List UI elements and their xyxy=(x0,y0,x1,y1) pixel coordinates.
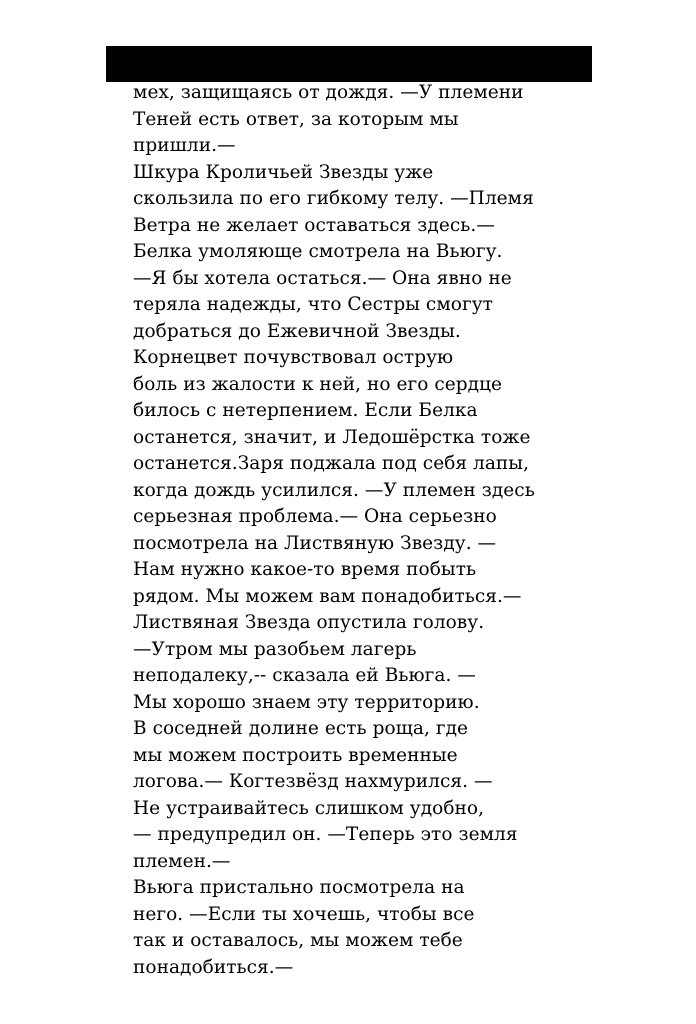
text-line: — предупредил он. —Теперь это земля xyxy=(133,824,518,845)
text-line: племен.— xyxy=(133,850,231,872)
text-line: серьезная проблема.— Она серьезно xyxy=(133,506,497,527)
redaction-bar xyxy=(106,46,592,82)
text-line: останется.Заря поджала под себя лапы, xyxy=(133,453,530,474)
text-line: логова.— Когтезвёзд нахмурился. — xyxy=(133,771,493,792)
text-line: —Я бы хотела остаться.— Она явно не xyxy=(133,267,512,289)
text-line: Листвяная Звезда опустила голову. xyxy=(133,612,485,633)
text-line: него. —Если ты хочешь, чтобы все xyxy=(133,903,475,925)
text-line: пришли.— xyxy=(133,135,236,156)
text-line: Вьюга пристально посмотрела на xyxy=(133,877,465,898)
text-line: останется, значит, и Ледошёрстка тоже xyxy=(133,426,531,448)
text-line: Теней есть ответ, за которым мы xyxy=(133,108,459,130)
text-line: Ветра не желает оставаться здесь.— xyxy=(133,214,495,236)
text-line: рядом. Мы можем вам понадобиться.— xyxy=(133,585,522,607)
text-line: Мы хорошо знаем эту территорию. xyxy=(133,691,480,713)
text-line: мы можем построить временные xyxy=(133,744,458,766)
text-line: Белка умоляюще смотрела на Вьюгу. xyxy=(133,241,503,262)
text-line: мех, защищаясь от дождя. —У племени xyxy=(133,82,524,103)
text-line: добраться до Ежевичной Звезды. xyxy=(133,320,461,342)
text-line: когда дождь усилился. —У племен здесь xyxy=(133,479,535,501)
text-line: —Утром мы разобьем лагерь xyxy=(133,638,417,660)
page-text xyxy=(133,80,583,981)
text-line: билось с нетерпением. Если Белка xyxy=(133,400,478,421)
text-line: боль из жалости к ней, но его сердце xyxy=(133,373,503,395)
text-line: Шкура Кроличьей Звезды уже xyxy=(133,161,434,183)
text-line: скользила по его гибкому телу. —Племя xyxy=(133,188,534,209)
text-line: так и оставалось, мы можем тебе xyxy=(133,930,463,951)
text-line: неподалеку,-- сказала ей Вьюга. — xyxy=(133,665,476,686)
text-line: посмотрела на Листвяную Звезду. — xyxy=(133,532,497,554)
text-line: В соседней долине есть роща, где xyxy=(133,718,469,739)
text-line: понадобиться.— xyxy=(133,956,294,978)
text-line: Нам нужно какое-то время побыть xyxy=(133,559,477,580)
text-line: теряла надежды, что Сестры смогут xyxy=(133,294,493,315)
text-line: Не устраивайтесь слишком удобно, xyxy=(133,797,485,819)
text-line: Корнецвет почувствовал острую xyxy=(133,347,454,368)
